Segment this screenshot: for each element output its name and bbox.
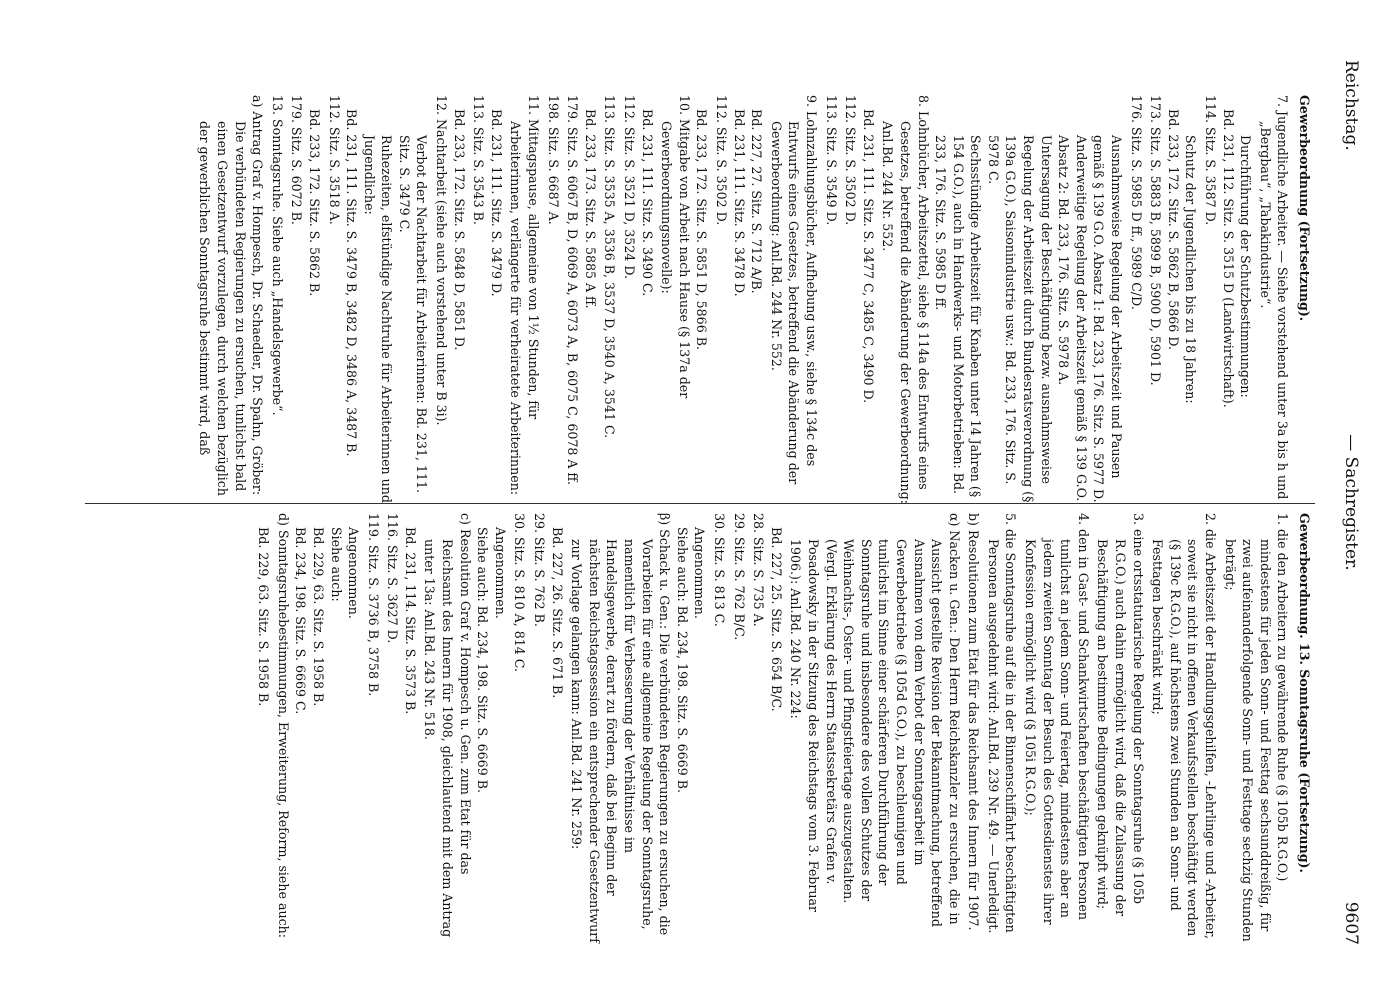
right-line: c) Resolution Graf v. Hompesch u. Gen. zum Etat für das Reichsamt des Innern für 1908, gleichlautend mit dem Antrag unter 13a: Anl.Bd. 243 Nr. 518. (422, 513, 473, 938)
right-line: Bd. 227, 26. Sitz. S. 671 B. (549, 527, 565, 699)
right-column-heading: Gewerbeordnung. 13. Sonntagsruhe (Fortsetzung). (1297, 513, 1312, 873)
right-line: 1. die den Arbeitern zu gewährende Ruhe (§ 105b R.G.O.) mindestens für jeden Sonn- und Festtag sechsunddreißig, für zwei aufeinanderfolgende Sonn- und Festtage sechzig Stunden beträgt; (1222, 513, 1291, 942)
left-line: 179. Sitz. S. 6067 B, D, 6069 A, 6073 A, B, 6075 C, 6078 A ff. (565, 95, 581, 486)
left-line: 112. Sitz. S. 3502 D. (843, 95, 859, 226)
header-center: — Sachregister. (1341, 434, 1361, 571)
left-line: 113. Sitz. S. 3535 A, 3536 B, 3537 D, 3540 A, 3541 C. (602, 95, 618, 439)
left-line: Bd. 233, 173. Sitz. S. 5885 A ff. (582, 109, 598, 309)
right-line: Bd. 229, 63. Sitz. S. 1958 B. (256, 527, 272, 707)
right-line: Bd. 229, 63. Sitz. S. 1958 B. (310, 527, 326, 707)
left-line: 10. Mitgabe von Arbeit nach Hause (§ 137a der Gewerbeordnungsnovelle): (659, 95, 692, 399)
left-line: 112. Sitz. S. 3502 D. (714, 95, 729, 226)
left-line: 176. Sitz. S. 5985 D ff., 5989 C/D. (1128, 95, 1144, 310)
left-line: Bd. 233, 172. Sitz. S. 5851 D, 5866 B. (694, 109, 710, 350)
left-line: 113. Sitz. S. 3543 B. (471, 95, 487, 225)
left-line: Bd. 233, 172. Sitz. S. 5862 B, 5866 D. (1165, 109, 1181, 350)
right-line: 116. Sitz. S. 3627 D. (385, 513, 401, 644)
left-line: 112. Sitz. S. 3518 A. (326, 95, 342, 225)
right-line: d) Sonntagsruhebestimmungen, Erweiterung, Reform, siehe auch: (275, 513, 291, 938)
left-line: Bd. 231, 111. Sitz. S. 3490 C. (639, 109, 655, 297)
left-line: 114. Sitz. S. 3587 D. (1203, 95, 1219, 226)
right-line: 4. den in Gast- und Schankwirtschaften beschäftigten Personen tunlichst an jedem Sonn- und Feiertag, mindestens aber an jedem zweiten Sonntag der Besuch des Gottesdienstes ihrer Konfession ermöglicht wird (§ 105i R.G.O.); (1023, 513, 1091, 925)
right-line: Siehe auch: Bd. 234, 198. Sitz. S. 6669 B. (475, 527, 491, 793)
right-line: β) Schack u. Gen.: Die verbündeten Regierungen zu ersuchen, die Vorarbeiten für eine allgemeine Regelung der Sonntagsruhe, namentlich für Verbesserung der Verhältnisse im Handelsgewerbe, derart zu fördern, daß bei Beginn der nächsten Reichstagssession ein entsprechender Gesetzentwurf zur Vorlage gelangen kann: Anl.Bd. 241 Nr. 259: (569, 513, 673, 943)
left-line: Verbot der Nachtarbeit für Arbeiterinnen: Bd. 231, 111. Sitz. S. 3479 C. (396, 135, 430, 493)
right-column (255, 513, 1313, 943)
left-line: 7. Jugendliche Arbeiter. — Siehe vorstehend unter 3a bis h und „Bergbau“, „Tabakindustrie“. (1257, 95, 1291, 500)
right-line: 2. die Arbeitszeit der Handlungsgehilfen, -Lehrlinge und -Arbeiter, soweit sie nicht in offenen Verkaufsstellen beschäftigt werden (§ 139c R.G.O.), auf höchstens zwei Stunden an Sonn- und Festtagen beschränkt wird; (1150, 513, 1219, 940)
left-line: 179. Sitz. S. 6072 B. (289, 95, 305, 225)
left-line: Anderweitige Regelung der Arbeitszeit gemäß § 139 G.O. Absatz 2: Bd. 233, 176. Sitz. S. 5978 A. (1056, 135, 1089, 502)
right-line: Angenommen. (346, 527, 362, 619)
right-line: 28. Sitz. S. 735 A. (751, 513, 767, 627)
page-number: 9607 (1341, 901, 1361, 945)
left-column (194, 95, 1313, 513)
left-line: 9. Lohnzahlungsbücher, Aufhebung usw., siehe § 134c des Entwurfs eines Gesetzes, betreffend die Abänderung der Gewerbeordnung: Anl.Bd. 244 Nr. 552. (768, 95, 819, 485)
right-line: Bd. 231, 114. Sitz. S. 3573 B. (402, 527, 418, 715)
left-line: Bd. 231, 111. Sitz. S. 3477 C, 3485 C, 3490 D. (860, 109, 876, 404)
left-line: 112. Sitz. S. 3521 D, 3524 D. (622, 95, 638, 279)
right-line: Bd. 234, 198. Sitz. S. 6669 C. (293, 527, 309, 715)
left-line: Bd. 231, 112. Sitz. S. 3515 D (Landwirtschaft). (1220, 109, 1236, 408)
left-line: Bd. 231, 111. Sitz. S. 3478 D. (731, 109, 747, 297)
left-line: Bd. 233, 172. Sitz. S. 5848 D, 5851 D. (451, 109, 467, 351)
left-line: 13. Sonntagsruhe. Siehe auch „Handelsgewerbe“. (269, 95, 285, 416)
left-line: Bd. 231, 111. Sitz. S. 3479 B, 3482 D, 3486 A, 3487 B. (344, 109, 360, 457)
right-line: α) Nacken u. Gen.: Den Herrn Reichskanzler zu ersuchen, die in Aussicht gestellte Revision der Bekanntmachung, betreffend Ausnahmen von dem Verbot der Sonntagsarbeit im Gewerbebetriebe (§ 105d G.O.), zu beschleunigen und tunlichst im Sinne einer schärferen Durchführung der Sonntagsruhe und insbesondere des vollen Schutzes der Weihnachts-, Oster- und Pfingstfeiertage auszugestalten. (Vergl. Erklärung des Herrn Staatssekretärs Grafen v. Posadowsky in der Sitzung des Reichstags vom 3. Februar 1906.): Anl.Bd. 240 Nr. 224: (788, 513, 962, 927)
left-line: 198. Sitz. S. 6687 A. (545, 95, 561, 225)
left-line: 12. Nachtarbeit (siehe auch vorstehend unter B 3i). (434, 95, 450, 426)
left-line: Durchführung der Schutzbestimmungen: (1238, 135, 1254, 398)
right-line: Bd. 227, 25. Sitz. S. 654 B/C. (768, 527, 784, 712)
left-line: Ruhezeiten, elfstündige Nachtruhe für Arbeiterinnen und Jugendliche: (361, 135, 395, 503)
right-line: b) Resolutionen zum Etat für das Reichsamt des Innern für 1907. (966, 513, 982, 931)
left-line: 8. Lohnbücher, Arbeitszettel, siehe § 114a des Entwurfs eines Gesetzes, betreffend die Abänderung der Gewerbeordnung: Anl.Bd. 244 Nr. 552. (880, 95, 931, 504)
running-head (1331, 60, 1365, 945)
right-column-lines (255, 513, 1292, 943)
left-line: 113. Sitz. S. 3549 D. (823, 95, 839, 226)
left-line: Bd. 233, 172. Sitz. S. 5862 B. (306, 109, 322, 297)
left-line: Bd. 231, 111. Sitz. S. 3479 D. (488, 109, 504, 297)
right-line: Angenommen. (692, 527, 708, 619)
header-left: Reichstag. (1341, 60, 1361, 151)
left-line: Sechsstündige Arbeitszeit für Knaben unter 14 Jahren (§ 154 G.O.), auch in Handwerks- und Motorbetrieben: Bd. 233, 176. Sitz. S. 5985 D ff. (933, 135, 984, 498)
left-column-lines (196, 95, 1292, 513)
right-line: 3. eine ortsstatutarische Regelung der Sonntagsruhe (§ 105b R.G.O.) auch dahin ermöglicht wird, daß die Zulassung der Beschäftigung an bestimmte Bedingungen geknüpft wird; (1095, 513, 1146, 917)
right-line: 29. Sitz. S. 762 B. (532, 513, 548, 627)
right-line: 30. Sitz. S. 810 A, 814 C. (512, 513, 528, 672)
right-line: Angenommen. (492, 527, 508, 619)
left-column-heading: Gewerbeordnung (Fortsetzung). (1297, 95, 1312, 322)
right-line: Siehe auch: (328, 527, 344, 602)
right-line: Siehe auch: Bd. 234, 198. Sitz. S. 6669 B. (674, 527, 690, 793)
left-line: Schutz der Jugendlichen bis zu 18 Jahren: (1183, 135, 1199, 404)
left-line: Ausnahmsweise Regelung der Arbeitszeit und Pausen gemäß § 139 G.O. Absatz 1: Bd. 233, 176. Sitz. S. 5977 D. (1091, 135, 1125, 503)
left-line: 173. Sitz. S. 5883 B, 5899 B, 5900 D, 5901 D. (1148, 95, 1164, 386)
right-line: 5. die Sonntagsruhe auf die in der Binnenschiffahrt beschäftigten Personen ausgedehnt wird: Anl.Bd. 239 Nr. 49. — Unerledigt. (985, 513, 1019, 934)
left-line: Untersagung der Beschäftigung bezw. ausnahmsweise Regelung der Arbeitszeit durch Bundesratsverordnung (§ 139a G.O.), Saisonindustrie usw.: Bd. 233, 176. Sitz. S. 5978 C. (985, 135, 1054, 503)
right-line: 119. Sitz. S. 3736 B, 3758 B. (365, 513, 381, 697)
left-line: Bd. 227, 27. Sitz. S. 712 A/B. (749, 109, 765, 294)
right-line: 29. Sitz. S. 762 B/C. (731, 513, 747, 641)
left-line: 11. Mittagspause, allgemeine von 1½ Stunden, für Arbeiterinnen, verlängerte für verheiratete Arbeiterinnen: (508, 95, 542, 496)
right-line: 30. Sitz. S. 813 C. (712, 513, 727, 627)
left-line: a) Antrag Graf v. Hompesch, Dr. Schaedler, Dr. Spahn, Gröber: Die verbündeten Regierungen zu ersuchen, tunlichst bald einen Gesetzentwurf vorzulegen, durch welchen bezüglich der gewerblichen Sonntagsruhe bestimmt wird, daß (197, 95, 266, 496)
